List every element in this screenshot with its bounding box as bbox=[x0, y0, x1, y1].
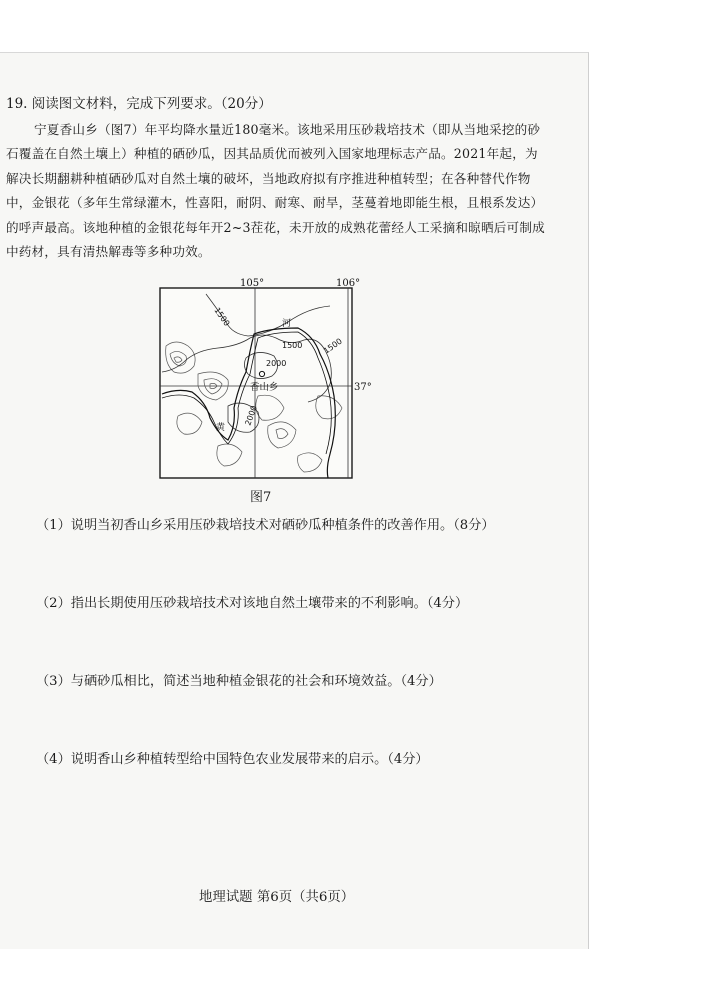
subquestion-1: （1）说明当初香山乡采用压砂栽培技术对硒砂瓜种植条件的改善作用。（8分） bbox=[36, 518, 495, 533]
subquestion-3: （3）与硒砂瓜相比，简述当地种植金银花的社会和环境效益。（4分） bbox=[36, 674, 442, 689]
figure-7-map bbox=[158, 276, 372, 480]
subquestion-4: （4）说明香山乡种植转型给中国特色农业发展带来的启示。（4分） bbox=[36, 752, 429, 767]
river-label-2: 黄 bbox=[216, 423, 226, 433]
subquestion-2: （2）指出长期使用压砂栽培技术对该地自然土壤带来的不利影响。（4分） bbox=[36, 596, 469, 611]
figure-caption: 图7 bbox=[250, 490, 272, 505]
page-footer: 地理试题 第6页（共6页） bbox=[199, 890, 355, 905]
lon-105-label: 105° bbox=[240, 278, 265, 289]
question-title: 19. 阅读图文材料，完成下列要求。（20分） bbox=[6, 96, 272, 112]
contour-label-1500-a: 1500 bbox=[212, 305, 232, 328]
contour-label-2000-b: 2000 bbox=[243, 404, 259, 427]
contour-label-2000-a: 2000 bbox=[266, 359, 287, 368]
question-material bbox=[6, 118, 546, 264]
place-label-xiangshan: 香山乡 bbox=[250, 382, 279, 393]
map-svg bbox=[158, 276, 372, 480]
lon-106-label: 106° bbox=[336, 278, 361, 289]
contour-label-1500-c: 1500 bbox=[321, 336, 344, 356]
material-text: 宁夏香山乡（图7）年平均降水量近180毫米。该地采用压砂栽培技术（即从当地采挖的砂石覆盖在自然土壤上）种植的硒砂瓜，因其品质优而被列入国家地理标志产品。2021年起，为解决长期翻耕种植硒砂瓜对自然土壤的破坏，当地政府拟有序推进种植转型；在各种替代作物中，金银花（多年生常绿灌木，性喜阳，耐阴、耐寒、耐旱，茎蔓着地即能生根，且根系发达）的呼声最高。该地种植的金银花每年开2~3茬花，未开放的成熟花蕾经人工采摘和晾晒后可制成中药材，具有清热解毒等多种功效。 bbox=[6, 122, 545, 260]
river-label: 河 bbox=[282, 319, 292, 329]
contour-label-1500-b: 1500 bbox=[282, 341, 303, 350]
lat-37-label: 37° bbox=[354, 382, 372, 393]
